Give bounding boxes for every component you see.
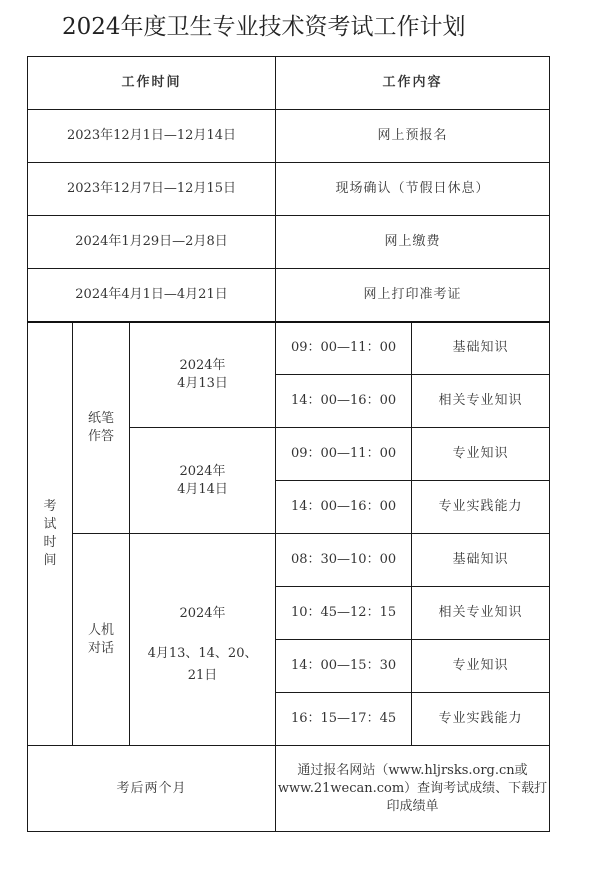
table-row bbox=[28, 322, 550, 375]
schedule-time: 2023年12月7日—12月15日 bbox=[28, 163, 276, 216]
computer-exam-date: 2024年 4月13、14、20、 21日 bbox=[130, 534, 276, 746]
table-row bbox=[28, 163, 550, 216]
header-content: 工作内容 bbox=[276, 57, 550, 110]
session-subject: 专业实践能力 bbox=[412, 481, 550, 534]
session-time: 09：00—11：00 bbox=[276, 428, 412, 481]
table-row bbox=[28, 216, 550, 269]
computer-exam-label: 人机 对话 bbox=[73, 534, 130, 746]
paper-exam-label: 纸笔 作答 bbox=[73, 322, 130, 534]
session-subject: 基础知识 bbox=[412, 322, 550, 375]
session-time: 10：45—12：15 bbox=[276, 587, 412, 640]
schedule-time: 2024年1月29日—2月8日 bbox=[28, 216, 276, 269]
table-row bbox=[28, 534, 550, 587]
table-row bbox=[28, 269, 550, 322]
schedule-content: 网上缴费 bbox=[276, 216, 550, 269]
table-row bbox=[28, 110, 550, 163]
session-subject: 相关专业知识 bbox=[412, 375, 550, 428]
table-header-row bbox=[28, 57, 550, 110]
session-time: 14：00—16：00 bbox=[276, 481, 412, 534]
session-subject: 专业知识 bbox=[412, 428, 550, 481]
schedule-time: 2023年12月1日—12月14日 bbox=[28, 110, 276, 163]
table-row bbox=[28, 746, 550, 832]
exam-time-label: 考 试 时 间 bbox=[28, 322, 73, 746]
schedule-time: 2024年4月1日—4月21日 bbox=[28, 269, 276, 322]
results-time: 考后两个月 bbox=[28, 746, 276, 832]
session-subject: 专业实践能力 bbox=[412, 693, 550, 746]
session-time: 09：00—11：00 bbox=[276, 322, 412, 375]
schedule-content: 网上打印准考证 bbox=[276, 269, 550, 322]
session-subject: 专业知识 bbox=[412, 640, 550, 693]
paper-day-2-date: 2024年 4月14日 bbox=[130, 428, 276, 534]
header-time: 工作时间 bbox=[28, 57, 276, 110]
schedule-content: 现场确认（节假日休息） bbox=[276, 163, 550, 216]
paper-day-1-date: 2024年 4月13日 bbox=[130, 322, 276, 428]
results-content: 通过报名网站（www.hljrsks.org.cn或www.21wecan.com）查询考试成绩、下载打印成绩单 bbox=[276, 746, 550, 832]
session-time: 08：30—10：00 bbox=[276, 534, 412, 587]
session-time: 14：00—16：00 bbox=[276, 375, 412, 428]
session-subject: 相关专业知识 bbox=[412, 587, 550, 640]
page-title: 2024年度卫生专业技术资考试工作计划 bbox=[62, 14, 466, 40]
schedule-table bbox=[27, 56, 550, 832]
schedule-content: 网上预报名 bbox=[276, 110, 550, 163]
session-time: 16：15—17：45 bbox=[276, 693, 412, 746]
session-subject: 基础知识 bbox=[412, 534, 550, 587]
session-time: 14：00—15：30 bbox=[276, 640, 412, 693]
